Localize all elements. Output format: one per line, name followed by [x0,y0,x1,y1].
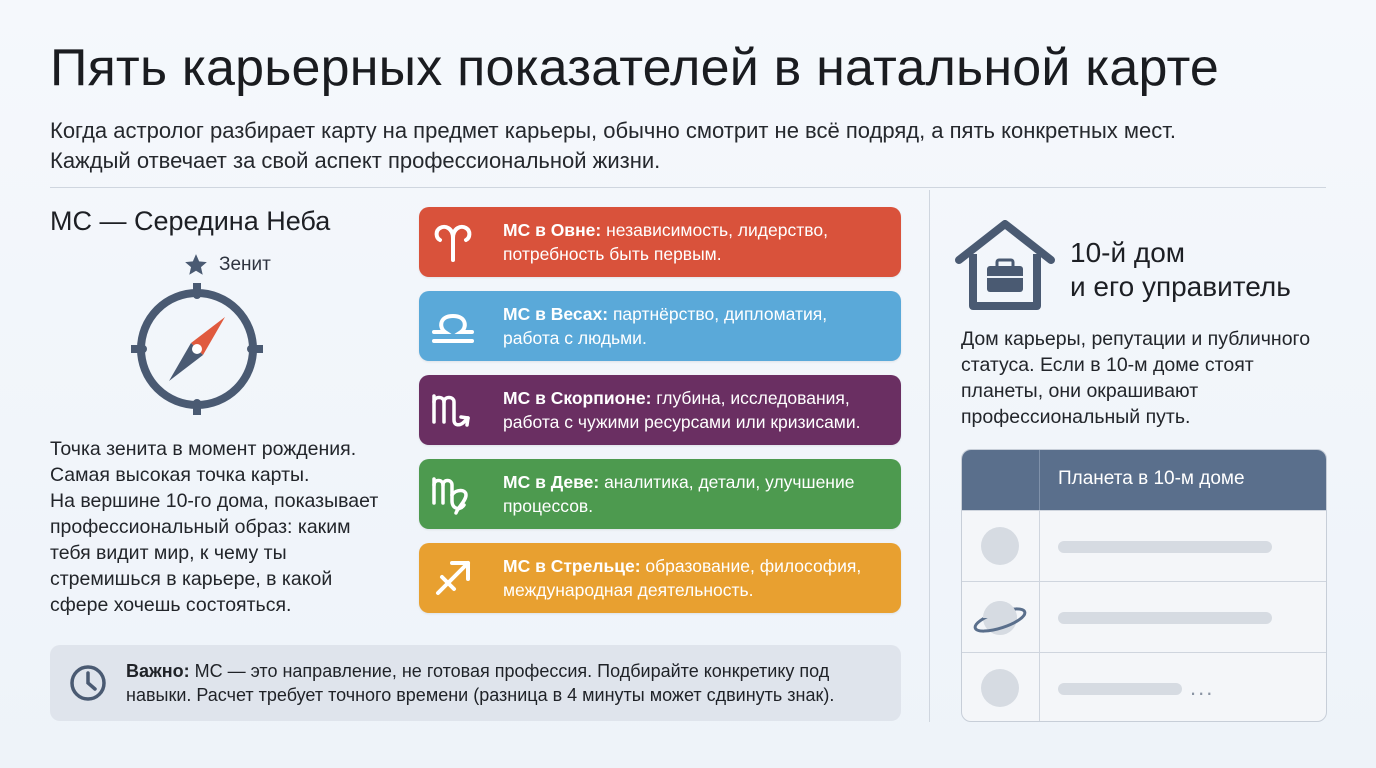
placeholder-bar [1058,541,1272,553]
mc-heading: МС — Середина Неба [50,206,331,236]
sign-traits-line2: работа с людьми. [503,328,647,348]
mc-description-line: сфере хочешь состояться. [50,594,292,616]
sign-text [487,470,864,518]
mc-description-line: стремишься в карьере, в какой [50,568,333,590]
table-row [962,581,1326,652]
circle-placeholder-icon [981,669,1019,707]
aries-icon [419,207,487,277]
mc-description-line: Точка зенита в момент рождения. [50,438,357,460]
sign-traits: образование, философия, [640,556,862,576]
intro-line-2: Каждый отвечает за свой аспект профессиональной жизни. [50,148,661,173]
house-description [961,326,1331,430]
sign-card-aries [419,207,901,277]
sign-label: МС в Скорпионе: [503,388,652,408]
important-note [50,645,901,721]
sign-card-sagittarius [419,543,901,613]
sign-traits: аналитика, детали, улучшение [599,472,855,492]
sign-text [487,554,871,602]
sagittarius-icon [419,543,487,613]
sign-traits-line2: потребность быть первым. [503,244,722,264]
star-icon [183,252,209,278]
sign-text [487,218,838,266]
house-briefcase-icon [953,220,1057,310]
sign-card-virgo [419,459,901,529]
note-body-line2: навыки. Расчет требует точного времени (разница в 4 минуты может сдвинуть знак). [126,685,835,705]
zenith-label: Зенит [219,254,271,275]
sign-label: МС в Овне: [503,220,602,240]
house-description-line: статуса. Если в 10-м доме стоят [961,354,1254,376]
libra-icon [419,291,487,361]
house-title-line2: и его управитель [1070,271,1291,302]
table-row [962,652,1326,722]
mc-description-line: тебя видит мир, к чему ты [50,542,287,564]
planet-table [961,449,1327,722]
intro-line-1: Когда астролог разбирает карту на предмет карьеры, обычно смотрит не всё подряд, а пять конкретных мест. [50,118,1177,143]
planet-icon [972,596,1028,640]
sign-label: МС в Весах: [503,304,609,324]
page-title: Пять карьерных показателей в натальной карте [50,39,1220,97]
table-header-label: Планета в 10-м доме [1058,468,1245,489]
circle-placeholder-icon [981,527,1019,565]
house-description-line: профессиональный путь. [961,406,1191,428]
note-label: Важно: [126,661,190,681]
intro-text [50,116,1330,176]
sign-card-scorpio [419,375,901,445]
sign-traits: партнёрство, дипломатия, [608,304,828,324]
sign-traits: глубина, исследования, [651,388,850,408]
mc-description-line: Самая высокая точка карты. [50,464,310,486]
vertical-divider [929,190,930,722]
sign-label: МС в Деве: [503,472,600,492]
clock-icon [68,663,108,703]
sign-traits-line2: работа с чужими ресурсами или кризисами. [503,412,861,432]
sign-label: МС в Стрельце: [503,556,641,576]
mc-description-line: профессиональный образ: каким [50,516,351,538]
house-title-line1: 10-й дом [1070,237,1186,268]
note-body: МС — это направление, не готовая профессия. Подбирайте конкретику под [189,661,830,681]
sign-card-libra [419,291,901,361]
ellipsis-text: ... [1190,675,1215,700]
sign-traits-line2: процессов. [503,496,594,516]
sign-traits-line2: международная деятельность. [503,580,754,600]
note-text [126,659,834,707]
zenith-label-group [183,252,271,278]
placeholder-bar [1058,683,1182,695]
mc-description-line: На вершине 10-го дома, показывает [50,490,379,512]
horizontal-divider [50,187,1326,188]
house-title [1070,236,1291,304]
sign-text [487,302,837,350]
mc-description [50,436,410,618]
scorpio-icon [419,375,487,445]
sign-traits: независимость, лидерство, [601,220,828,240]
house-description-line: Дом карьеры, репутации и публичного [961,328,1311,350]
virgo-icon [419,459,487,529]
house-description-line: планеты, они окрашивают [961,380,1199,402]
placeholder-bar [1058,612,1272,624]
table-row [962,510,1326,581]
sign-text [487,386,870,434]
table-header [962,450,1326,510]
compass-icon [131,283,263,415]
